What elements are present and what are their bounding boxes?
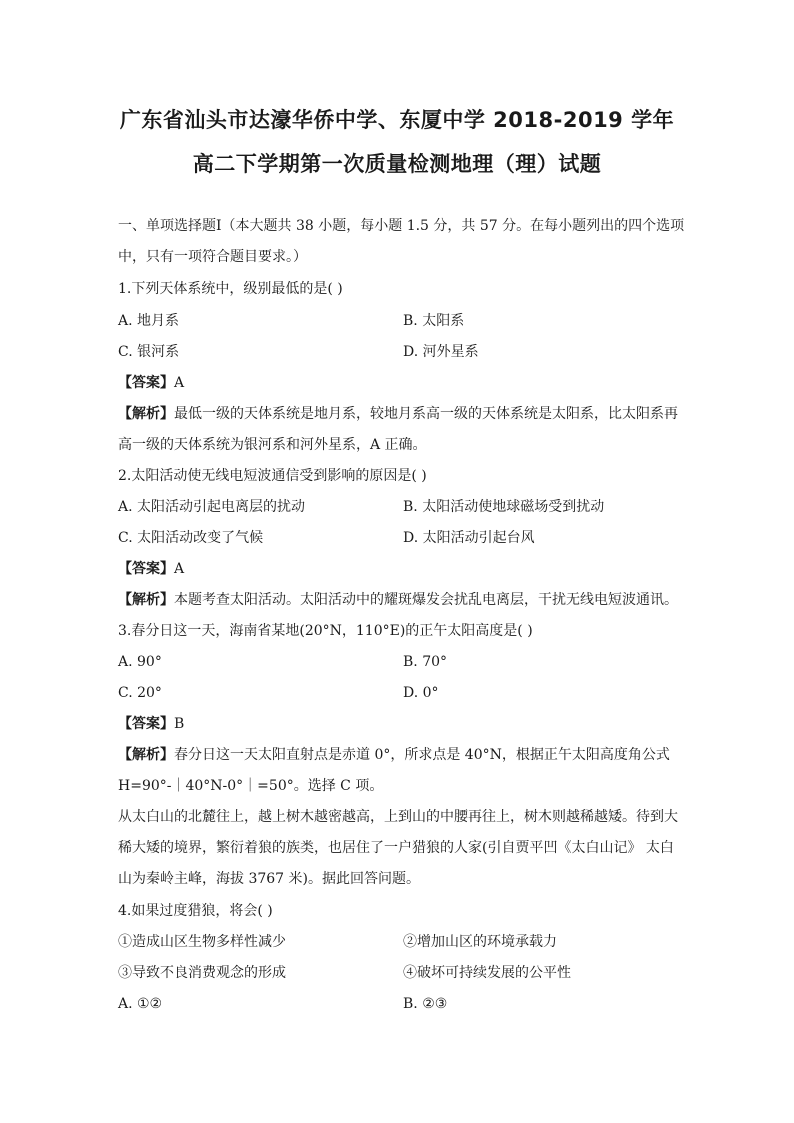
analysis-text: 本题考查太阳活动。太阳活动中的耀斑爆发会扰乱电离层，干扰无线电短波通讯。 <box>174 592 678 608</box>
question-4-statement-3: ③导致不良消费观念的形成 <box>118 965 286 981</box>
question-2-option-a: A. 太阳活动引起电离层的扰动 <box>118 499 306 515</box>
analysis-tag: 【解析】 <box>118 592 174 608</box>
answer-tag: 【答案】 <box>118 716 174 732</box>
section-intro-line-1: 一、单项选择题Ⅰ（本大题共 38 小题，每小题 1.5 分，共 57 分。在每小题列出的四个选项 <box>118 218 685 234</box>
passage-line-3: 山为秦岭主峰，海拔 3767 米)。据此回答问题。 <box>118 871 420 887</box>
question-4-stem: 4.如果过度猎狼，将会( ) <box>118 903 273 919</box>
question-1-option-a: A. 地月系 <box>118 313 180 329</box>
question-2-stem: 2.太阳活动使无线电短波通信受到影响的原因是( ) <box>118 468 427 484</box>
question-3-answer <box>118 714 698 734</box>
question-1-option-b: B. 太阳系 <box>403 313 465 329</box>
question-1-option-d: D. 河外星系 <box>403 344 479 360</box>
question-2-answer <box>118 559 698 579</box>
title-line-2: 高二下学期第一次质量检测地理（理）试题 <box>192 152 602 176</box>
question-3-option-d: D. 0° <box>403 685 439 701</box>
analysis-text: 最低一级的天体系统是地月系，较地月系高一级的天体系统是太阳系，比太阳系再 <box>174 406 678 422</box>
question-1-analysis-line-1 <box>118 404 698 424</box>
passage-line-2: 稀大矮的境界，繁衍着狼的族类，也居住了一户猎狼的人家(引自贾平凹《太白山记》 太白 <box>118 840 674 856</box>
question-2-option-d: D. 太阳活动引起台风 <box>403 530 535 546</box>
question-3-stem: 3.春分日这一天，海南省某地(20°N，110°E)的正午太阳高度是( ) <box>118 623 533 639</box>
question-2-option-c: C. 太阳活动改变了气候 <box>118 530 264 546</box>
answer-value: A <box>174 375 185 391</box>
question-4-option-a: A. ①② <box>118 996 163 1012</box>
question-3-option-a: A. 90° <box>118 654 162 670</box>
answer-tag: 【答案】 <box>118 375 174 391</box>
question-4-statement-4: ④破坏可持续发展的公平性 <box>403 965 571 981</box>
question-4-option-b: B. ②③ <box>403 996 448 1012</box>
question-2-option-b: B. 太阳活动使地球磁场受到扰动 <box>403 499 605 515</box>
passage-line-1: 从太白山的北麓往上，越上树木越密越高，上到山的中腰再往上，树木则越稀越矮。待到大 <box>118 809 678 825</box>
answer-value: A <box>174 561 185 577</box>
question-3-analysis-line-2: H=90°-｜40°N-0°｜=50°。选择 C 项。 <box>118 778 384 794</box>
question-4-statement-2: ②增加山区的环境承载力 <box>403 934 557 950</box>
title-line-1: 广东省汕头市达濠华侨中学、东厦中学 2018-2019 学年 <box>119 108 675 132</box>
question-1-analysis-line-2: 高一级的天体系统为银河系和河外星系，A 正确。 <box>118 437 427 453</box>
question-1-stem: 1.下列天体系统中，级别最低的是( ) <box>118 281 343 297</box>
question-1-option-c: C. 银河系 <box>118 344 180 360</box>
analysis-tag: 【解析】 <box>118 747 174 763</box>
question-2-analysis-line-1 <box>118 590 698 610</box>
answer-tag: 【答案】 <box>118 561 174 577</box>
question-3-analysis-line-1 <box>118 745 698 765</box>
section-intro-line-2: 中，只有一项符合题目要求。） <box>118 249 307 265</box>
question-3-option-b: B. 70° <box>403 654 448 670</box>
answer-value: B <box>174 716 185 732</box>
analysis-text: 春分日这一天太阳直射点是赤道 0°，所求点是 40°N，根据正午太阳高度角公式 <box>174 747 670 763</box>
question-1-answer <box>118 373 698 393</box>
question-3-option-c: C. 20° <box>118 685 162 701</box>
analysis-tag: 【解析】 <box>118 406 174 422</box>
question-4-statement-1: ①造成山区生物多样性减少 <box>118 934 286 950</box>
